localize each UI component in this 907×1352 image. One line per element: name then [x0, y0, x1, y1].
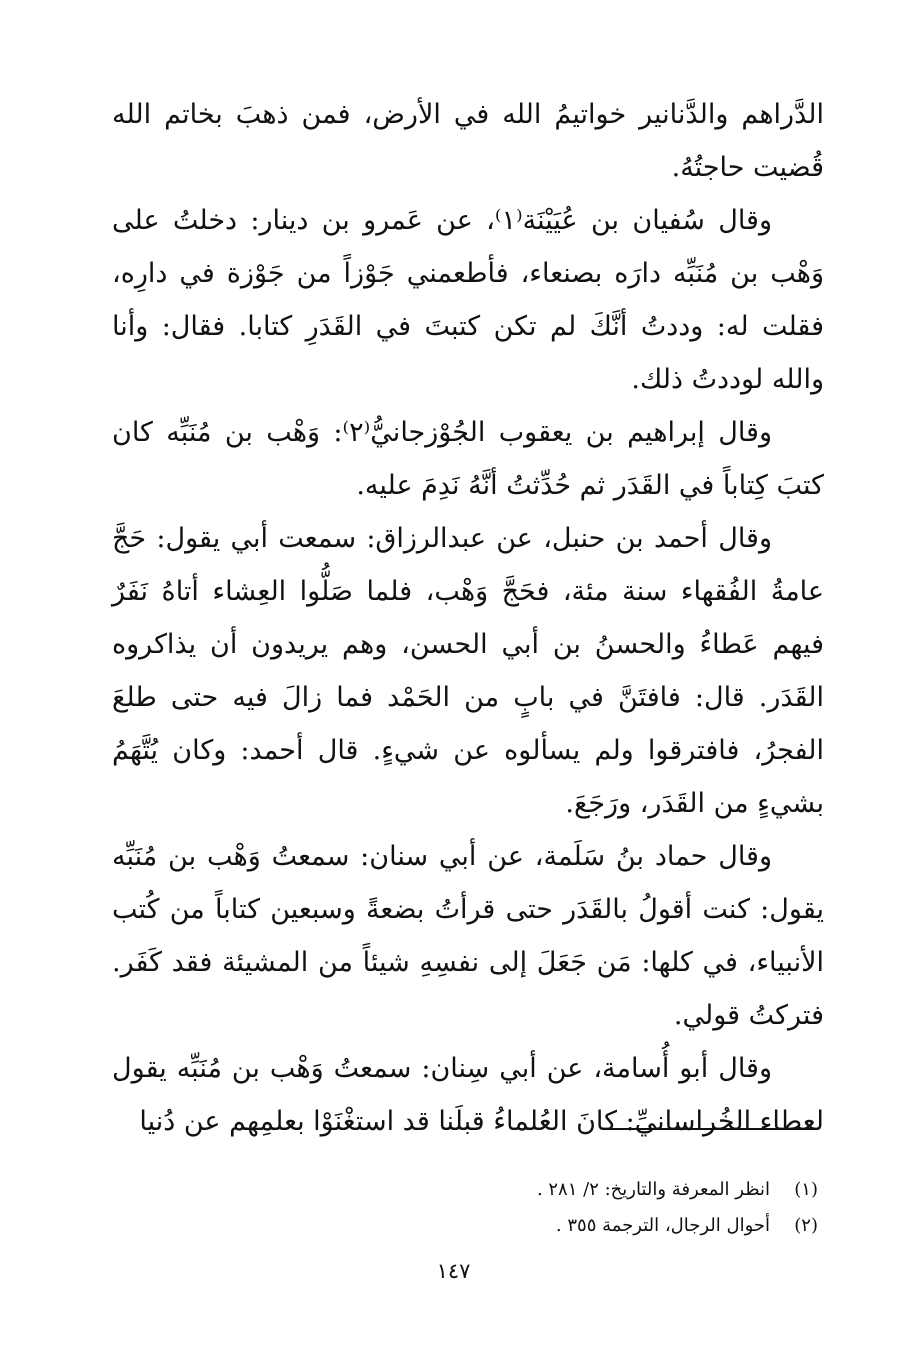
footnote-number: (١) — [794, 1179, 818, 1200]
page-number: ١٤٧ — [436, 1259, 471, 1283]
paragraph-3: وقال إبراهيم بن يعقوب الجُوْزجانيُّ⁽٢⁾: وَهْب بن مُنَبِّه كان كتبَ كِتاباً في القَدَر ثم حُدِّثتُ أنَّهُ نَدِمَ عليه. — [112, 417, 824, 501]
footnote-number: (٢) — [794, 1215, 818, 1236]
paragraph-1: الدَّراهم والدَّنانير خواتيمُ الله في الأرض، فمن ذهبَ بخاتم الله قُضيت حاجتُهُ. — [112, 99, 824, 183]
paragraph-2: وقال سُفيان بن عُيَيْنَة⁽١⁾، عن عَمرو بن دينار: دخلتُ على وَهْب بن مُنَبِّه دارَه بصنعاء، فأطعمني جَوْزاً من جَوْزة في دارِه، فقلت له: وددتُ أنَّكَ لم تكن كتبتَ في القَدَرِ كتابا. فقال: وأنا والله لوددتُ ذلك. — [112, 205, 824, 395]
footnote-2 — [112, 1208, 818, 1244]
footnote-1 — [112, 1172, 818, 1208]
paragraph-5: وقال حماد بنُ سَلَمة، عن أبي سنان: سمعتُ وَهْب بن مُنَبِّه يقول: كنت أقولُ بالقَدَر حتى قرأتُ بضعةً وسبعين كتاباً من كُتب الأنبياء، في كلها: مَن جَعَلَ إلى نفسِهِ شيئاً من المشيئة فقد كَفَر. فتركتُ قولي. — [112, 841, 824, 1031]
footnote-separator — [608, 1128, 818, 1130]
paragraph-6: وقال أبو أُسامة، عن أبي سِنان: سمعتُ وَهْب بن مُنَبِّه يقول لعطاء الخُراسانيِّ: كانَ العُلماءُ قبلَنا قد استغْنَوْا بعلمِهم عن دُنيا — [112, 1053, 824, 1137]
footnote-text: أحوال الرجال، الترجمة ٣٥٥ . — [555, 1215, 770, 1236]
footnotes — [112, 1172, 818, 1244]
footnote-text: انظر المعرفة والتاريخ: ٢/ ٢٨١ . — [536, 1179, 770, 1200]
main-text — [112, 88, 824, 1148]
paragraph-4: وقال أحمد بن حنبل، عن عبدالرزاق: سمعت أبي يقول: حَجَّ عامةُ الفُقهاء سنة مئة، فحَجَّ وَهْب، فلما صَلُّوا العِشاء أتاهُ نَفَرٌ فيهم عَطاءُ والحسنُ بن أبي الحسن، وهم يريدون أن يذاكروه القَدَر. قال: فافتَنَّ في بابٍ من الحَمْد فما زالَ فيه حتى طلعَ الفجرُ، فافترقوا ولم يسألوه عن شيءٍ. قال أحمد: وكان يُتَّهَمُ بشيءٍ من القَدَر، ورَجَعَ. — [112, 523, 824, 819]
